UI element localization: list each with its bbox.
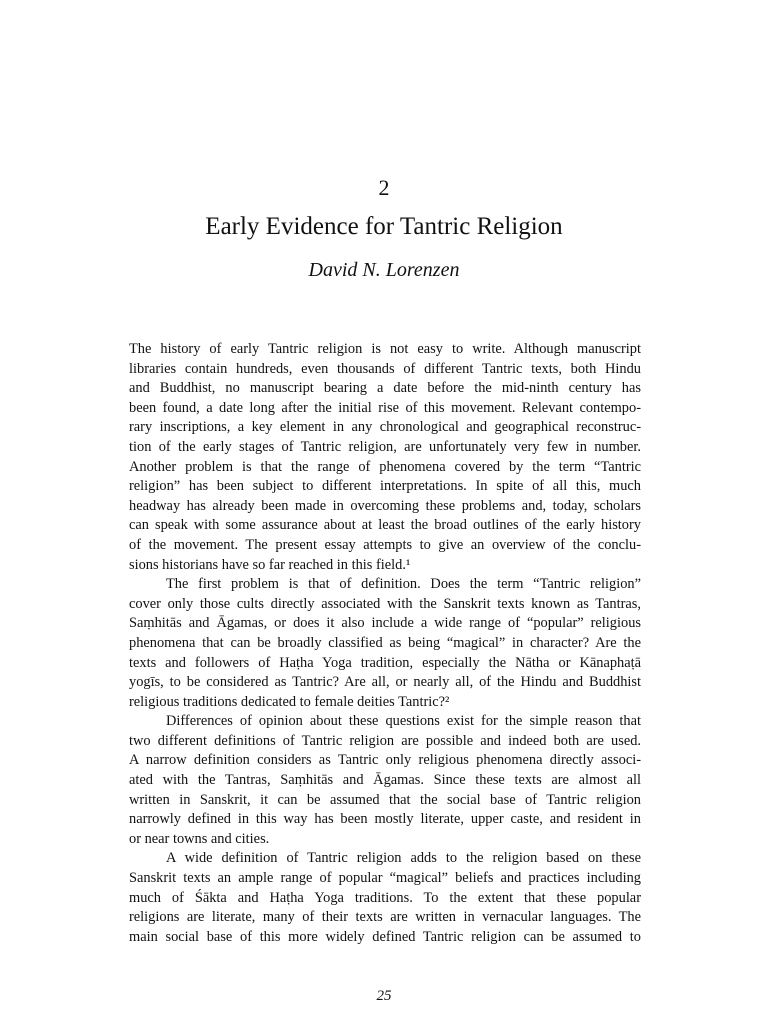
body-line: ated with the Tantras, Saṃhitās and Āgamas. Since these texts are almost all: [129, 772, 641, 789]
body-line: texts and followers of Haṭha Yoga tradition, especially the Nātha or Kānaphaṭā: [129, 654, 641, 671]
chapter-number: 2: [378, 175, 390, 200]
body-line: cover only those cults directly associated with the Sanskrit texts known as Tantras,: [129, 595, 641, 612]
body-line: written in Sanskrit, it can be assumed that the social base of Tantric religion: [129, 791, 641, 808]
body-line: much of Śākta and Haṭha Yoga traditions. To the extent that these popular: [129, 889, 641, 906]
body-line: phenomena that can be broadly classified as being “magical” in character? Are the: [129, 634, 641, 651]
body-line: Sanskrit texts an ample range of popular “magical” beliefs and practices including: [129, 870, 641, 887]
body-line: Saṃhitās and Āgamas, or does it also include a wide range of “popular” religious: [129, 615, 641, 632]
body-line: can speak with some assurance about at least the broad outlines of the early history: [129, 517, 641, 534]
body-line: sions historians have so far reached in this field.¹: [129, 556, 411, 573]
page-number: 25: [376, 988, 392, 1004]
chapter-title: Early Evidence for Tantric Religion: [205, 213, 563, 240]
body-text: [129, 340, 641, 947]
body-line: been found, a date long after the initial rise of this movement. Relevant contempo-: [129, 399, 641, 416]
body-line: narrowly defined in this way has been mostly literate, upper caste, and resident in: [129, 811, 641, 828]
body-line: The history of early Tantric religion is not easy to write. Although manuscript: [129, 341, 641, 357]
body-line: religions are literate, many of their texts are written in vernacular languages. The: [129, 909, 641, 926]
body-line: religion” has been subject to different interpretations. In spite of all this, much: [129, 478, 641, 495]
body-line: main social base of this more widely defined Tantric religion can be assumed to: [129, 928, 641, 945]
body-line: A narrow definition considers as Tantric only religious phenomena directly associ-: [129, 752, 641, 769]
body-line: yogīs, to be considered as Tantric? Are all, or nearly all, of the Hindu and Buddhist: [129, 674, 641, 691]
body-line: headway has already been made in overcoming these problems and, today, scholars: [129, 497, 641, 514]
body-line: or near towns and cities.: [129, 830, 270, 847]
body-line: libraries contain hundreds, even thousands of different Tantric texts, both Hindu: [129, 360, 641, 377]
body-line: Differences of opinion about these questions exist for the simple reason that: [166, 713, 641, 730]
body-line: tion of the early stages of Tantric religion, are unfortunately very few in number.: [129, 438, 641, 455]
body-line: The first problem is that of definition. Does the term “Tantric religion”: [166, 576, 641, 593]
chapter-author: David N. Lorenzen: [308, 259, 460, 281]
body-line: A wide definition of Tantric religion adds to the religion based on these: [166, 850, 641, 867]
body-line: religious traditions dedicated to female deities Tantric?²: [129, 693, 450, 710]
body-line: of the movement. The present essay attempts to give an overview of the conclu-: [129, 536, 641, 553]
body-line: Another problem is that the range of phenomena covered by the term “Tantric: [129, 458, 641, 475]
body-line: two different definitions of Tantric religion are possible and indeed both are used.: [129, 732, 641, 749]
body-line: rary inscriptions, a key element in any chronological and geographical reconstruc-: [129, 419, 641, 436]
body-line: and Buddhist, no manuscript bearing a date before the mid-ninth century has: [129, 380, 641, 397]
